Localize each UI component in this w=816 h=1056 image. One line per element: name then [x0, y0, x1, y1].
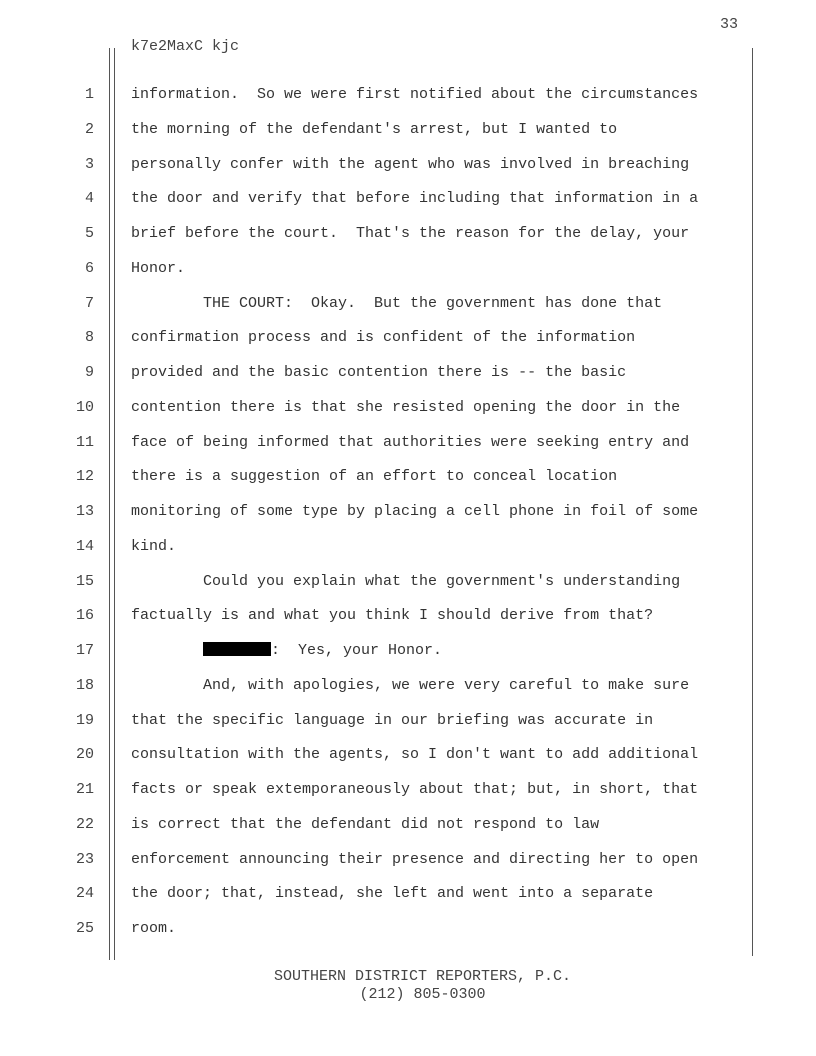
- transcript-line: provided and the basic contention there is -- the basic: [131, 364, 627, 381]
- footer-reporter-name: SOUTHERN DISTRICT REPORTERS, P.C.: [273, 968, 572, 985]
- line-number: 4: [84, 190, 94, 208]
- line-number: 20: [75, 746, 94, 764]
- line-number: 9: [84, 364, 94, 381]
- line-number: 6: [84, 259, 94, 277]
- line-number: 11: [75, 433, 94, 451]
- transcript-line: the door; that, instead, she left and went into a separate: [131, 885, 654, 903]
- transcript-line: And, with apologies, we were very careful to make sure: [131, 676, 690, 694]
- right-margin-rule: [752, 48, 753, 956]
- footer-phone: (212) 805-0300: [359, 986, 486, 1003]
- transcript-line: kind.: [131, 537, 177, 555]
- line-number: 18: [75, 676, 94, 694]
- transcript-line: information. So we were first notified about the circumstances: [131, 86, 699, 103]
- transcript-line: monitoring of some type by placing a cell phone in foil of some: [131, 503, 699, 520]
- line-number: 13: [75, 503, 94, 520]
- transcript-line: facts or speak extemporaneously about that; but, in short, that: [131, 781, 699, 798]
- transcript-line: THE COURT: Okay. But the government has done that: [131, 294, 663, 312]
- page-number: 33: [719, 16, 738, 33]
- line-number: 1: [84, 86, 94, 103]
- line-number: 10: [75, 398, 94, 416]
- line-number: 5: [84, 225, 94, 242]
- line-number: 3: [84, 155, 94, 173]
- transcript-line: factually is and what you think I should derive from that?: [131, 607, 654, 625]
- transcript-line: the morning of the defendant's arrest, but I wanted to: [131, 120, 618, 138]
- line-number: 2: [84, 120, 94, 138]
- transcript-line: confirmation process and is confident of the information: [131, 329, 636, 347]
- redacted-speaker-name: [203, 642, 271, 656]
- transcript-line: brief before the court. That's the reason for the delay, your: [131, 225, 690, 242]
- transcript-line: face of being informed that authorities were seeking entry and: [131, 433, 690, 451]
- line-number: 22: [75, 815, 94, 833]
- line-indent: [131, 642, 203, 659]
- line-number: 15: [75, 572, 94, 590]
- transcript-line: room.: [131, 920, 177, 937]
- transcript-line: contention there is that she resisted opening the door in the: [131, 398, 681, 416]
- transcript-line: Honor.: [131, 259, 186, 277]
- line-number: 23: [75, 850, 94, 868]
- line-number: 12: [75, 468, 94, 486]
- line-number: 25: [75, 920, 94, 937]
- line-number: 19: [75, 711, 94, 729]
- line-number: 24: [75, 885, 94, 903]
- transcript-line: consultation with the agents, so I don't want to add additional: [131, 746, 699, 764]
- transcript-line: Could you explain what the government's understanding: [131, 572, 681, 590]
- transcript-line-text: : Yes, your Honor.: [271, 642, 443, 659]
- transcript-line: personally confer with the agent who was involved in breaching: [131, 155, 690, 173]
- line-number: 14: [75, 537, 94, 555]
- transcript-line: there is a suggestion of an effort to conceal location: [131, 468, 618, 486]
- transcript-line: enforcement announcing their presence and directing her to open: [131, 850, 699, 868]
- transcript-line: that the specific language in our briefing was accurate in: [131, 711, 654, 729]
- header-identifier: k7e2MaxC kjc: [131, 38, 240, 55]
- transcript-line: is correct that the defendant did not respond to law: [131, 815, 600, 833]
- line-number: 7: [84, 294, 94, 312]
- left-margin-rule: [109, 48, 110, 960]
- transcript-line: [131, 642, 746, 659]
- line-number: 17: [75, 642, 94, 659]
- line-number: 8: [84, 329, 94, 347]
- left-margin-rule-inner: [114, 48, 115, 960]
- transcript-line: the door and verify that before including that information in a: [131, 190, 699, 208]
- line-number: 16: [75, 607, 94, 625]
- line-number: 21: [75, 781, 94, 798]
